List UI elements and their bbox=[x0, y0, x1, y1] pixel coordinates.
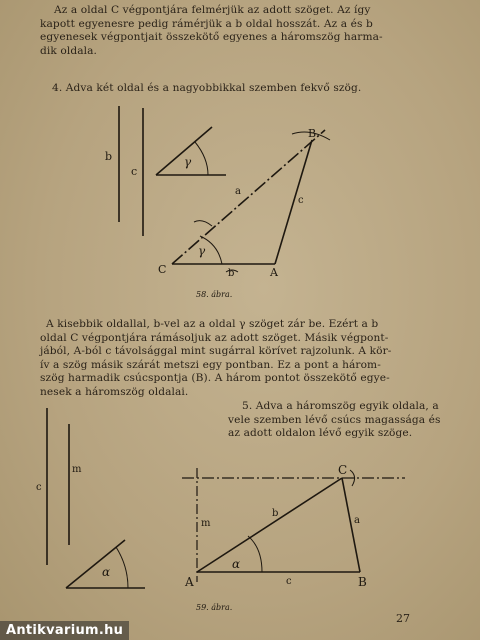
text-line: az adott oldalon lévő egyik szöge. bbox=[228, 427, 413, 440]
text-line: ív a szög másik szárát metszi egy pontban. Ez a pont a három- bbox=[40, 358, 381, 371]
angle-arc bbox=[116, 547, 128, 588]
label-c: c bbox=[131, 165, 138, 178]
label-side-b: b bbox=[272, 508, 279, 519]
label-side-c: c bbox=[286, 576, 292, 587]
label-point-a: A bbox=[270, 266, 278, 279]
label-point-b: B bbox=[358, 575, 367, 589]
label-alpha: α bbox=[102, 565, 111, 579]
page-number: 27 bbox=[396, 612, 410, 625]
item-4-heading: 4. Adva két oldal és a nagyobbikkal szemben fekvő szög. bbox=[52, 82, 362, 94]
text-line: jából, A-ból c távolsággal mint sugárral körívet rajzolunk. A kör- bbox=[40, 345, 392, 358]
label-point-a: A bbox=[185, 575, 194, 589]
label-side-b: b bbox=[228, 268, 235, 279]
arc-at-a bbox=[248, 536, 262, 572]
label-alpha-2: α bbox=[232, 557, 241, 571]
text-line: A kisebbik oldallal, b-vel az a oldal γ szöget zár be. Ezért a b bbox=[46, 318, 379, 330]
label-gamma-2: γ bbox=[198, 244, 206, 258]
label-m: m bbox=[72, 464, 82, 475]
text-line: kapott egyenesre pedig rámérjük a b oldal hosszát. Az a és b bbox=[40, 17, 373, 30]
label-gamma: γ bbox=[184, 155, 192, 169]
text-line: dik oldala. bbox=[40, 44, 97, 57]
text-line: egyenesek végpontjait összekötő egyenes a háromszög harma- bbox=[40, 31, 383, 44]
text-line: 5. Adva a háromszög egyik oldala, a bbox=[242, 400, 439, 412]
text-line: szög harmadik csúcspontja (B). A három pontot összekötő egye- bbox=[40, 372, 390, 385]
label-b: b bbox=[105, 150, 113, 163]
text-line: Az a oldal C végpontjára felmérjük az adott szöget. Az így bbox=[54, 4, 371, 16]
watermark: Antikvarium.hu bbox=[0, 621, 129, 640]
side-b-59 bbox=[197, 478, 342, 572]
label-point-b: B bbox=[308, 127, 317, 140]
label-c: c bbox=[36, 482, 42, 493]
text-line: nesek a háromszög oldalai. bbox=[40, 385, 189, 398]
label-side-c: c bbox=[298, 195, 304, 206]
label-side-a: a bbox=[235, 186, 241, 197]
caption-58: 58. ábra. bbox=[196, 290, 233, 299]
caption-59: 59. ábra. bbox=[196, 603, 233, 612]
label-side-a: a bbox=[354, 515, 360, 526]
text-line: oldal C végpontjára rámásoljuk az adott szöget. Másik végpont- bbox=[40, 331, 389, 344]
label-height-m: m bbox=[201, 518, 211, 529]
label-point-c: C bbox=[338, 463, 348, 477]
text-line: vele szemben lévő csúcs magassága és bbox=[228, 413, 441, 426]
label-point-c: C bbox=[158, 263, 167, 276]
